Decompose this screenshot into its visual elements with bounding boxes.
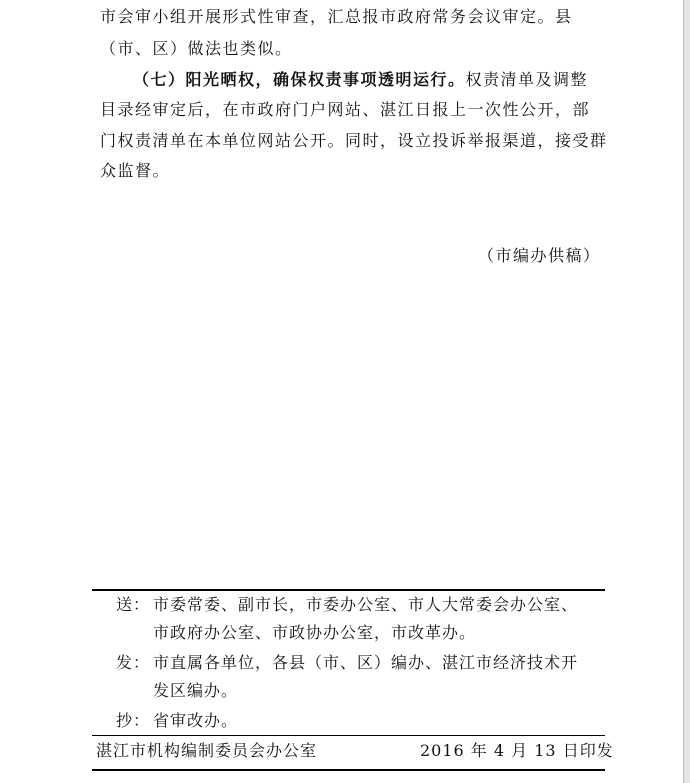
section-heading: （七）阳光晒权，确保权责事项透明运行。 xyxy=(133,70,466,89)
paragraph-2-line-1-rest: 权责清单及调整 xyxy=(465,70,589,89)
issuer-name: 湛江市机构编制委员会办公室 xyxy=(96,741,318,760)
copy-label: 抄： xyxy=(116,711,151,730)
paragraph-2-line-4: 众监督。 xyxy=(100,161,171,180)
distribution-middle-rule xyxy=(92,735,605,736)
page-right-edge xyxy=(683,0,690,783)
source-note: （市编办供稿） xyxy=(478,246,601,265)
issue-recipients-line-2: 发区编办。 xyxy=(153,681,239,700)
print-date: 2016 年 4 月 13 日印发 xyxy=(420,741,614,760)
copy-recipients-line-1: 省审改办。 xyxy=(153,711,239,730)
paragraph-1-line-1: 市会审小组开展形式性审查，汇总报市政府常务会议审定。县 xyxy=(100,7,573,26)
distribution-top-rule xyxy=(92,589,605,591)
paragraph-2-line-3: 门权责清单在本单位网站公开。同时，设立投诉举报渠道，接受群 xyxy=(100,131,608,150)
distribution-bottom-rule xyxy=(92,769,605,771)
send-label: 送： xyxy=(116,595,151,614)
send-recipients-line-1: 市委常委、副市长，市委办公室、市人大常委会办公室、 xyxy=(153,595,579,614)
paragraph-1-line-2: （市、区）做法也类似。 xyxy=(100,39,293,58)
issue-recipients-line-1: 市直属各单位，各县（市、区）编办、湛江市经济技术开 xyxy=(153,653,579,672)
send-recipients-line-2: 市政府办公室、市政协办公室，市改革办。 xyxy=(153,623,477,642)
paragraph-2-line-2: 目录经审定后，在市政府门户网站、湛江日报上一次性公开，部 xyxy=(100,100,591,119)
issue-label: 发： xyxy=(116,653,151,672)
paragraph-2-line-1 xyxy=(133,70,588,90)
